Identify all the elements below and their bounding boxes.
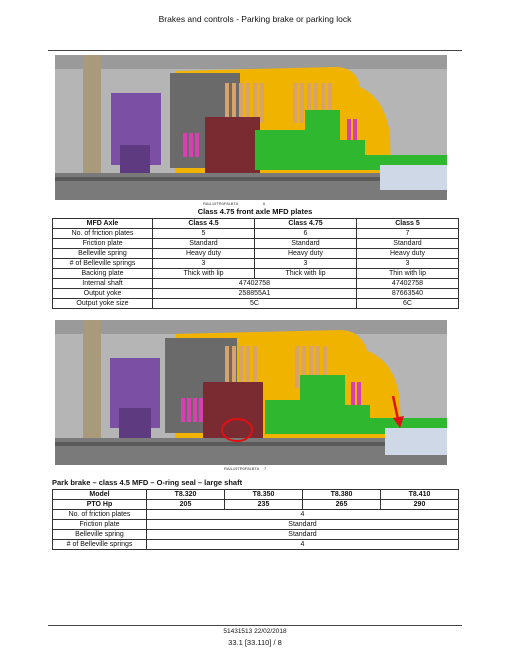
table-cell: 47402758 <box>357 279 459 289</box>
table-cell: Standard <box>357 239 459 249</box>
table-cell: Thick with lip <box>153 269 255 279</box>
table-row <box>53 239 459 249</box>
table-cell: 47402758 <box>153 279 357 289</box>
figure1-number: 6 <box>263 201 266 206</box>
table-cell: 4 <box>147 540 459 550</box>
table2-title: Park brake – class 4.5 MFD – O-ring seal – large shaft <box>52 478 243 487</box>
table-cell: 7 <box>357 229 459 239</box>
figure-park-brake-cross-section <box>55 320 447 465</box>
table-cell: # of Belleville springs <box>53 259 153 269</box>
table-cell: 5C <box>153 299 357 309</box>
cross-section-illustration-1 <box>55 55 447 200</box>
table-cell: Standard <box>153 239 255 249</box>
table-header-cell: T8.320 <box>147 490 225 500</box>
table-cell: No. of friction plates <box>53 510 147 520</box>
table-cell: Heavy duty <box>153 249 255 259</box>
table-header-row <box>53 219 459 229</box>
table-header-cell: Class 4.5 <box>153 219 255 229</box>
table-header-cell: Model <box>53 490 147 500</box>
table-header-cell: Class 4.75 <box>255 219 357 229</box>
table-row <box>53 540 459 550</box>
table-row <box>53 269 459 279</box>
table-cell: 6 <box>255 229 357 239</box>
table-cell: 4 <box>147 510 459 520</box>
figure-mfd-cross-section <box>55 55 447 200</box>
table-cell: Thick with lip <box>255 269 357 279</box>
footer-page-number: 33.1 [33.110] / 8 <box>228 638 282 647</box>
table-row <box>53 530 459 540</box>
park-brake-table <box>52 489 459 550</box>
table-row <box>53 299 459 309</box>
table-cell: Friction plate <box>53 239 153 249</box>
maroon-piston <box>205 117 260 175</box>
table-cell: 87663540 <box>357 289 459 299</box>
table-cell: 3 <box>255 259 357 269</box>
table-cell: Standard <box>255 239 357 249</box>
table-cell: Belleville spring <box>53 249 153 259</box>
table-header-cell: 205 <box>147 500 225 510</box>
table-cell: Heavy duty <box>255 249 357 259</box>
header-rule <box>48 50 462 51</box>
table-cell: Standard <box>147 530 459 540</box>
table-header-cell: PTO Hp <box>53 500 147 510</box>
table-cell: Standard <box>147 520 459 530</box>
table-cell: 3 <box>153 259 255 269</box>
footer-rule <box>48 625 462 626</box>
table-row <box>53 249 459 259</box>
table-header-cell: T8.410 <box>381 490 459 500</box>
table-row <box>53 520 459 530</box>
table-header-cell: Class 5 <box>357 219 459 229</box>
figure2-number: 7 <box>264 466 267 471</box>
table-row <box>53 259 459 269</box>
table-cell: # of Belleville springs <box>53 540 147 550</box>
table1-caption: Class 4.75 front axle MFD plates <box>197 207 313 216</box>
page-header: Brakes and controls - Parking brake or parking lock <box>158 14 352 24</box>
table-header-row <box>53 500 459 510</box>
table-header-cell: MFD Axle <box>53 219 153 229</box>
table-header-cell: 265 <box>303 500 381 510</box>
table-cell: 258855A1 <box>153 289 357 299</box>
table-cell: No. of friction plates <box>53 229 153 239</box>
table-cell: Thin with lip <box>357 269 459 279</box>
table-cell: Friction plate <box>53 520 147 530</box>
table-row <box>53 289 459 299</box>
table-header-cell: T8.350 <box>225 490 303 500</box>
table-cell: Output yoke <box>53 289 153 299</box>
mfd-plates-table <box>52 218 459 309</box>
table-cell: Backing plate <box>53 269 153 279</box>
table-cell: Heavy duty <box>357 249 459 259</box>
table-header-cell: T8.380 <box>303 490 381 500</box>
table-cell: 5 <box>153 229 255 239</box>
table-header-cell: 235 <box>225 500 303 510</box>
table-cell: Belleville spring <box>53 530 147 540</box>
table-header-row <box>53 490 459 500</box>
table-cell: 3 <box>357 259 459 269</box>
table-header-cell: 290 <box>381 500 459 510</box>
table-row <box>53 229 459 239</box>
cross-section-illustration-2 <box>55 320 447 465</box>
table-cell: 6C <box>357 299 459 309</box>
table-cell: Internal shaft <box>53 279 153 289</box>
footer-doc-code: 51431513 22/02/2018 <box>223 628 287 635</box>
figure2-code: RAIL19TR0F8LBTA <box>224 466 260 471</box>
maroon-piston <box>203 382 263 440</box>
table-row <box>53 279 459 289</box>
table-row <box>53 510 459 520</box>
table-cell: Output yoke size <box>53 299 153 309</box>
figure1-code: RAIL19TR0F8LBTA <box>203 201 239 206</box>
